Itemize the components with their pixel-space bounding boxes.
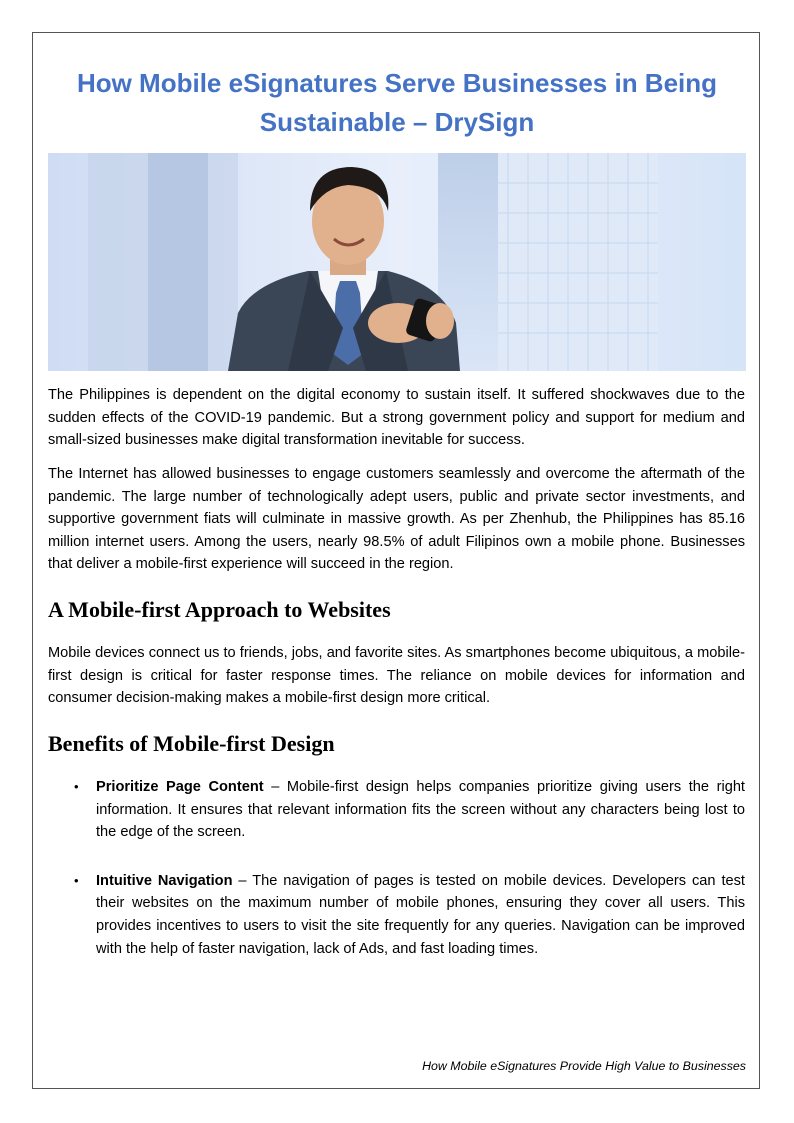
bullet-icon: • [74,779,79,794]
section-heading-benefits: Benefits of Mobile-first Design [48,731,335,756]
bullet-icon: • [74,872,79,888]
section-heading-mobile-first-approach: A Mobile-first Approach to Websites [48,597,391,622]
hero-photo [48,153,746,371]
bullet-term: Intuitive Navigation [96,872,233,889]
paragraph-intro: The Philippines is dependent on the digital economy to sustain itself. It suffered shockwaves due to the sudden effects of the COVID-19 pandemic. But a strong government policy and support for medium and small-sized businesses make digital transformation inevitable for success. [48,387,745,449]
paragraph-internet-growth: The Internet has allowed businesses to engage customers seamlessly and overcome the aftermath of the pandemic. The large number of technologically adept users, public and private sector investments, and supportive government fiats will culminate in massive growth. As per Zhenhub, the Philippines has 85.16 million internet users. Among the users, nearly 98.5% of adult Filipinos own a mobile phone. Businesses that deliver a mobile-first experience will succeed in the region. [48,466,745,573]
businessman-photo-illustration [48,153,746,371]
list-item [48,776,745,844]
bullet-text: – Mobile-first design helps companies prioritize giving users the right information. It ensures that relevant information fits the screen without any characters being lost to the edge of the screen. [96,779,745,841]
list-item [48,870,745,960]
benefits-list [48,776,745,960]
paragraph-mobile-first-approach: Mobile devices connect us to friends, jobs, and favorite sites. As smartphones become ubiquitous, a mobile-first design is critical for faster response times. The reliance on mobile devices for information and consumer decision-making makes a mobile-first design more critical. [48,645,745,707]
page-footer: How Mobile eSignatures Provide High Value to Businesses [422,1059,746,1073]
bullet-text: – The navigation of pages is tested on mobile devices. Developers can test their websites on the maximum number of mobile phones, ensuring they cover all users. This provides incentives to users to visit the site frequently for any queries. Navigation can be improved with the help of faster navigation, lack of Ads, and fast loading times. [96,872,745,957]
document-title: How Mobile eSignatures Serve Businesses in Being Sustainable – DrySign [76,68,718,137]
bullet-term: Prioritize Page Content [96,779,264,795]
